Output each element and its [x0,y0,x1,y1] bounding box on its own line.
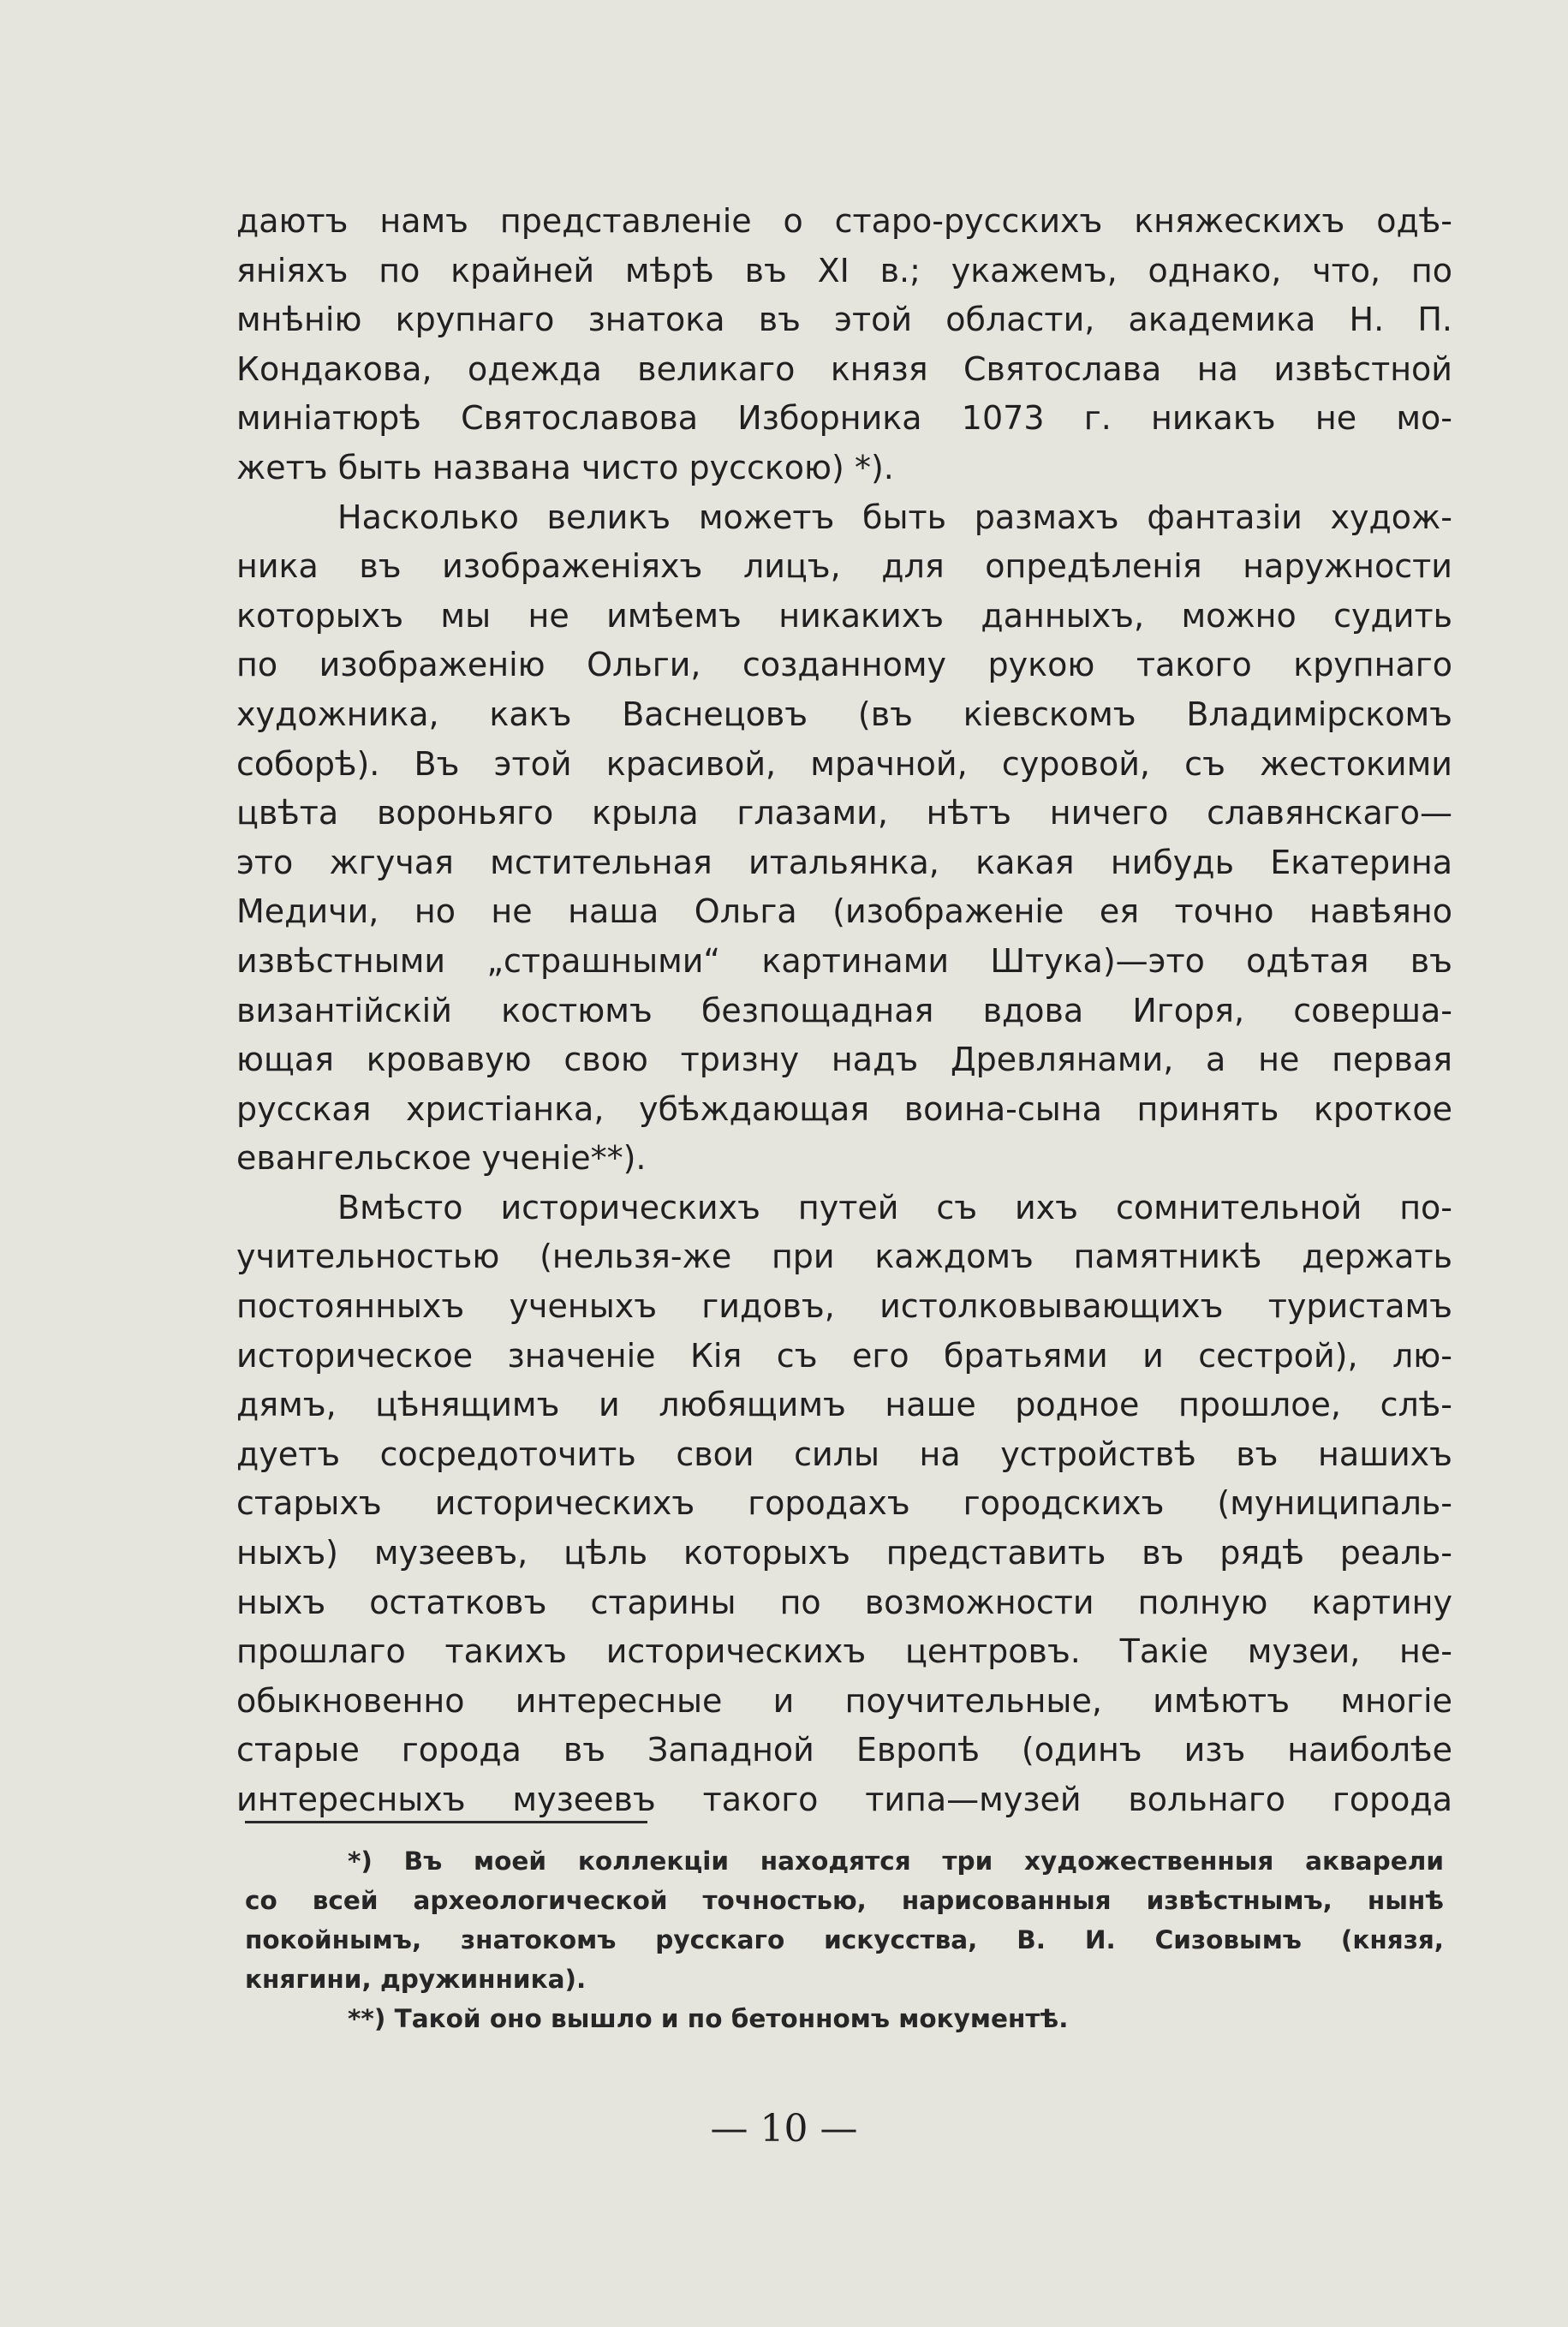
footnote-line: покойнымъ, знатокомъ русскаго искусства, В. И. Сизовымъ (князя, [245,1925,1444,1954]
text-line: ника въ изображеніяхъ лицъ, для опредѣленія наружности [236,547,1452,586]
text-line: по изображенію Ольги, созданному рукою такого крупнаго [236,646,1452,684]
text-line: евангельское ученіе**). [236,1139,647,1178]
paragraph [236,1184,1452,1825]
text-line: художника, какъ Васнецовъ (въ кіевскомъ Владимірскомъ [236,695,1452,733]
text-line: старые города въ Западной Европѣ (одинъ изъ наиболѣе [236,1731,1452,1769]
text-line: прошлаго такихъ историческихъ центровъ. Такіе музеи, не- [236,1632,1452,1671]
footnote-line: **) Такой оно вышло и по бетонномъ мокументѣ. [348,2004,1069,2033]
footnotes [245,1841,1444,2038]
text-line: Вмѣсто историческихъ путей съ ихъ сомнительной по- [337,1188,1452,1226]
body-text [236,197,1452,1825]
paragraph [236,197,1452,493]
text-line: обыкновенно интересные и поучительные, имѣютъ многіе [236,1681,1452,1720]
text-line: историческое значеніе Кія съ его братьями и сестрой), лю- [236,1336,1452,1375]
text-line: Насколько великъ можетъ быть размахъ фантазіи худож- [337,498,1452,536]
text-line: это жгучая мстительная итальянка, какая нибудь Екатерина [236,843,1452,881]
text-line: даютъ намъ представленіе о старо-русскихъ княжескихъ одѣ- [236,202,1452,240]
page-number: — 10 — [710,2107,858,2151]
text-line: интересныхъ музеевъ такого типа—музей вольнаго города [236,1781,1452,1818]
text-line: дуетъ сосредоточить свои силы на устройствѣ въ нашихъ [236,1435,1452,1473]
text-line: Медичи, но не наша Ольга (изображеніе ея точно навѣяно [236,892,1452,931]
text-line: византійскій костюмъ безпощадная вдова Игоря, соверша- [236,991,1452,1029]
footnote-line: княгини, дружинника). [245,1965,587,1994]
footnote [245,1999,1444,2038]
text-line: ныхъ остатковъ старины по возможности полную картину [236,1583,1452,1621]
footnote [245,1841,1444,1999]
text-line: постоянныхъ ученыхъ гидовъ, истолковывающихъ туристамъ [236,1287,1452,1326]
text-line: извѣстными „страшными“ картинами Штука)—это одѣтая въ [236,941,1452,980]
text-line: цвѣта вороньяго крыла глазами, нѣтъ ничего славянскаго— [236,794,1452,832]
text-line: дямъ, цѣнящимъ и любящимъ наше родное прошлое, слѣ- [236,1386,1452,1424]
text-line: яніяхъ по крайней мѣрѣ въ XI в.; укажемъ, однако, что, по [236,251,1452,289]
footnote-separator [245,1821,647,1823]
text-line: русская христіанка, убѣждающая воина-сына принять кроткое [236,1089,1452,1128]
footnote-line: *) Въ моей коллекціи находятся три художественныя акварели [348,1847,1444,1876]
text-line: мнѣнію крупнаго знатока въ этой области, академика Н. П. [236,301,1452,339]
footnote-line: со всей археологической точностью, нарисованныя извѣстнымъ, нынѣ [245,1886,1444,1915]
paragraph [236,493,1452,1184]
text-line: ющая кровавую свою тризну надъ Древлянами, а не первая [236,1041,1452,1079]
text-line: старыхъ историческихъ городахъ городскихъ (муниципаль- [236,1484,1452,1523]
text-line: жетъ быть названа чисто русскою) *). [236,448,894,486]
text-line: миніатюрѣ Святославова Изборника 1073 г. никакъ не мо- [236,399,1452,438]
text-line: которыхъ мы не имѣемъ никакихъ данныхъ, можно судить [236,596,1452,635]
text-line: Кондакова, одежда великаго князя Святослава на извѣстной [236,349,1452,388]
text-line: ныхъ) музеевъ, цѣль которыхъ представить въ рядѣ реаль- [236,1534,1452,1572]
text-line: соборѣ). Въ этой красивой, мрачной, суровой, съ жестокими [236,744,1452,783]
text-line: учительностью (нельзя-же при каждомъ памятникѣ держать [236,1238,1452,1276]
